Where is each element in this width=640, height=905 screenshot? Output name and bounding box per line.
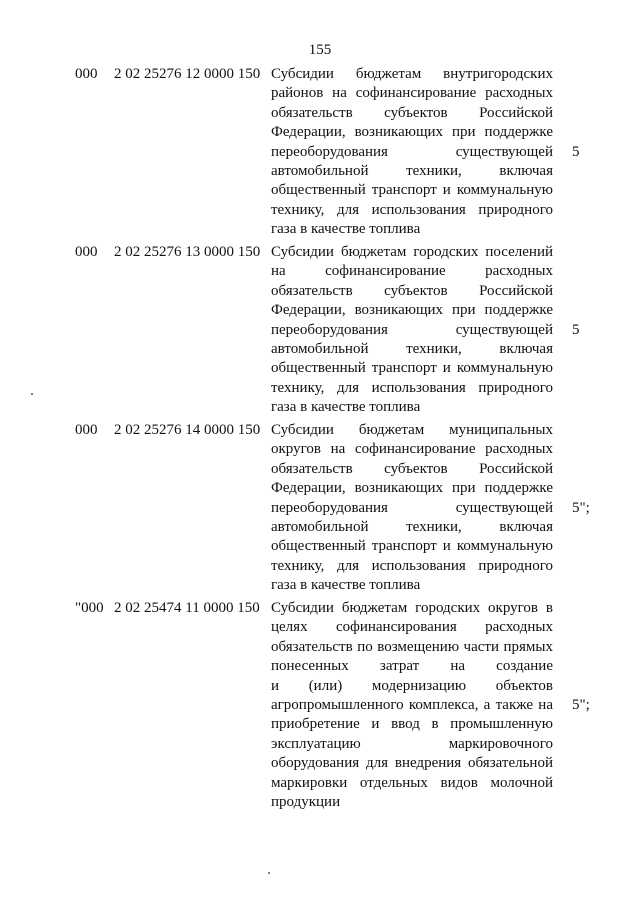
admin-code: 000 [75, 244, 98, 260]
description-line: автомобильной техники, включая [271, 162, 553, 179]
admin-code: 000 [75, 422, 98, 438]
row-description [271, 599, 553, 812]
standard-value: 5 [572, 143, 580, 160]
budget-classification-code: 2 02 25276 13 0000 150 [114, 244, 261, 260]
description-line: технику, для использования природного [271, 557, 553, 574]
description-line: эксплуатацию маркировочного [271, 735, 553, 752]
description-line: общественный транспорт и коммунальную [271, 538, 553, 555]
description-line: понесенных затрат на создание [271, 658, 553, 675]
description-line: обязательств субъектов Российской [271, 104, 553, 121]
standard-value: 5"; [572, 499, 590, 516]
description-line: газа в качестве топлива [271, 399, 421, 416]
description-line: районов на софинансирование расходных [271, 85, 553, 102]
description-line: газа в качестве топлива [271, 577, 421, 594]
row-description [271, 243, 553, 418]
description-line: оборудования для внедрения обязательной [271, 755, 553, 772]
description-line: переоборудования существующей [271, 499, 553, 516]
description-line: и (или) модернизацию объектов [271, 677, 553, 694]
description-line: Федерации, возникающих при поддержке [271, 480, 553, 497]
description-line: автомобильной техники, включая [271, 340, 553, 357]
description-line: общественный транспорт и коммунальную [271, 360, 553, 377]
budget-classification-code: 2 02 25474 11 0000 150 [114, 600, 260, 616]
page-number: 155 [308, 42, 332, 58]
description-line: обязательств субъектов Российской [271, 282, 553, 299]
description-line: технику, для использования природного [271, 379, 553, 396]
description-line: Федерации, возникающих при поддержке [271, 302, 553, 319]
description-line: приобретение и ввод в промышленную [271, 716, 553, 733]
description-line: переоборудования существующей [271, 143, 553, 160]
description-line: на софинансирование расходных [271, 263, 553, 280]
description-line: общественный транспорт и коммунальную [271, 182, 553, 199]
budget-classification-code: 2 02 25276 14 0000 150 [114, 422, 261, 438]
description-line: продукции [271, 793, 341, 810]
admin-code: 000 [75, 66, 98, 82]
budget-classification-code: 2 02 25276 12 0000 150 [114, 66, 261, 82]
description-line: обязательств по возмещению части прямых [271, 638, 553, 655]
description-line: округов на софинансирование расходных [271, 441, 553, 458]
description-line: газа в качестве топлива [271, 221, 421, 238]
description-line: Субсидии бюджетам муниципальных [271, 422, 553, 438]
description-line: Федерации, возникающих при поддержке [271, 124, 553, 141]
row-description [271, 65, 553, 240]
description-line: маркировки отдельных видов молочной [271, 774, 553, 791]
standard-value: 5"; [572, 697, 590, 713]
admin-code: "000 [75, 600, 104, 616]
description-line: технику, для использования природного [271, 201, 553, 218]
description-line: агропромышленного комплекса, а также на [271, 696, 553, 713]
description-line: автомобильной техники, включая [271, 518, 553, 535]
description-line: переоборудования существующей [271, 321, 553, 338]
scan-speck [31, 393, 33, 395]
scan-speck [268, 872, 270, 874]
description-line: целях софинансирования расходных [271, 619, 553, 636]
description-line: Субсидии бюджетам городских поселений [271, 244, 553, 260]
description-line: Субсидии бюджетам внутригородских [271, 66, 553, 82]
row-description [271, 421, 553, 596]
standard-value: 5 [572, 321, 580, 338]
description-line: Субсидии бюджетам городских округов в [271, 600, 553, 616]
description-line: обязательств субъектов Российской [271, 460, 553, 477]
